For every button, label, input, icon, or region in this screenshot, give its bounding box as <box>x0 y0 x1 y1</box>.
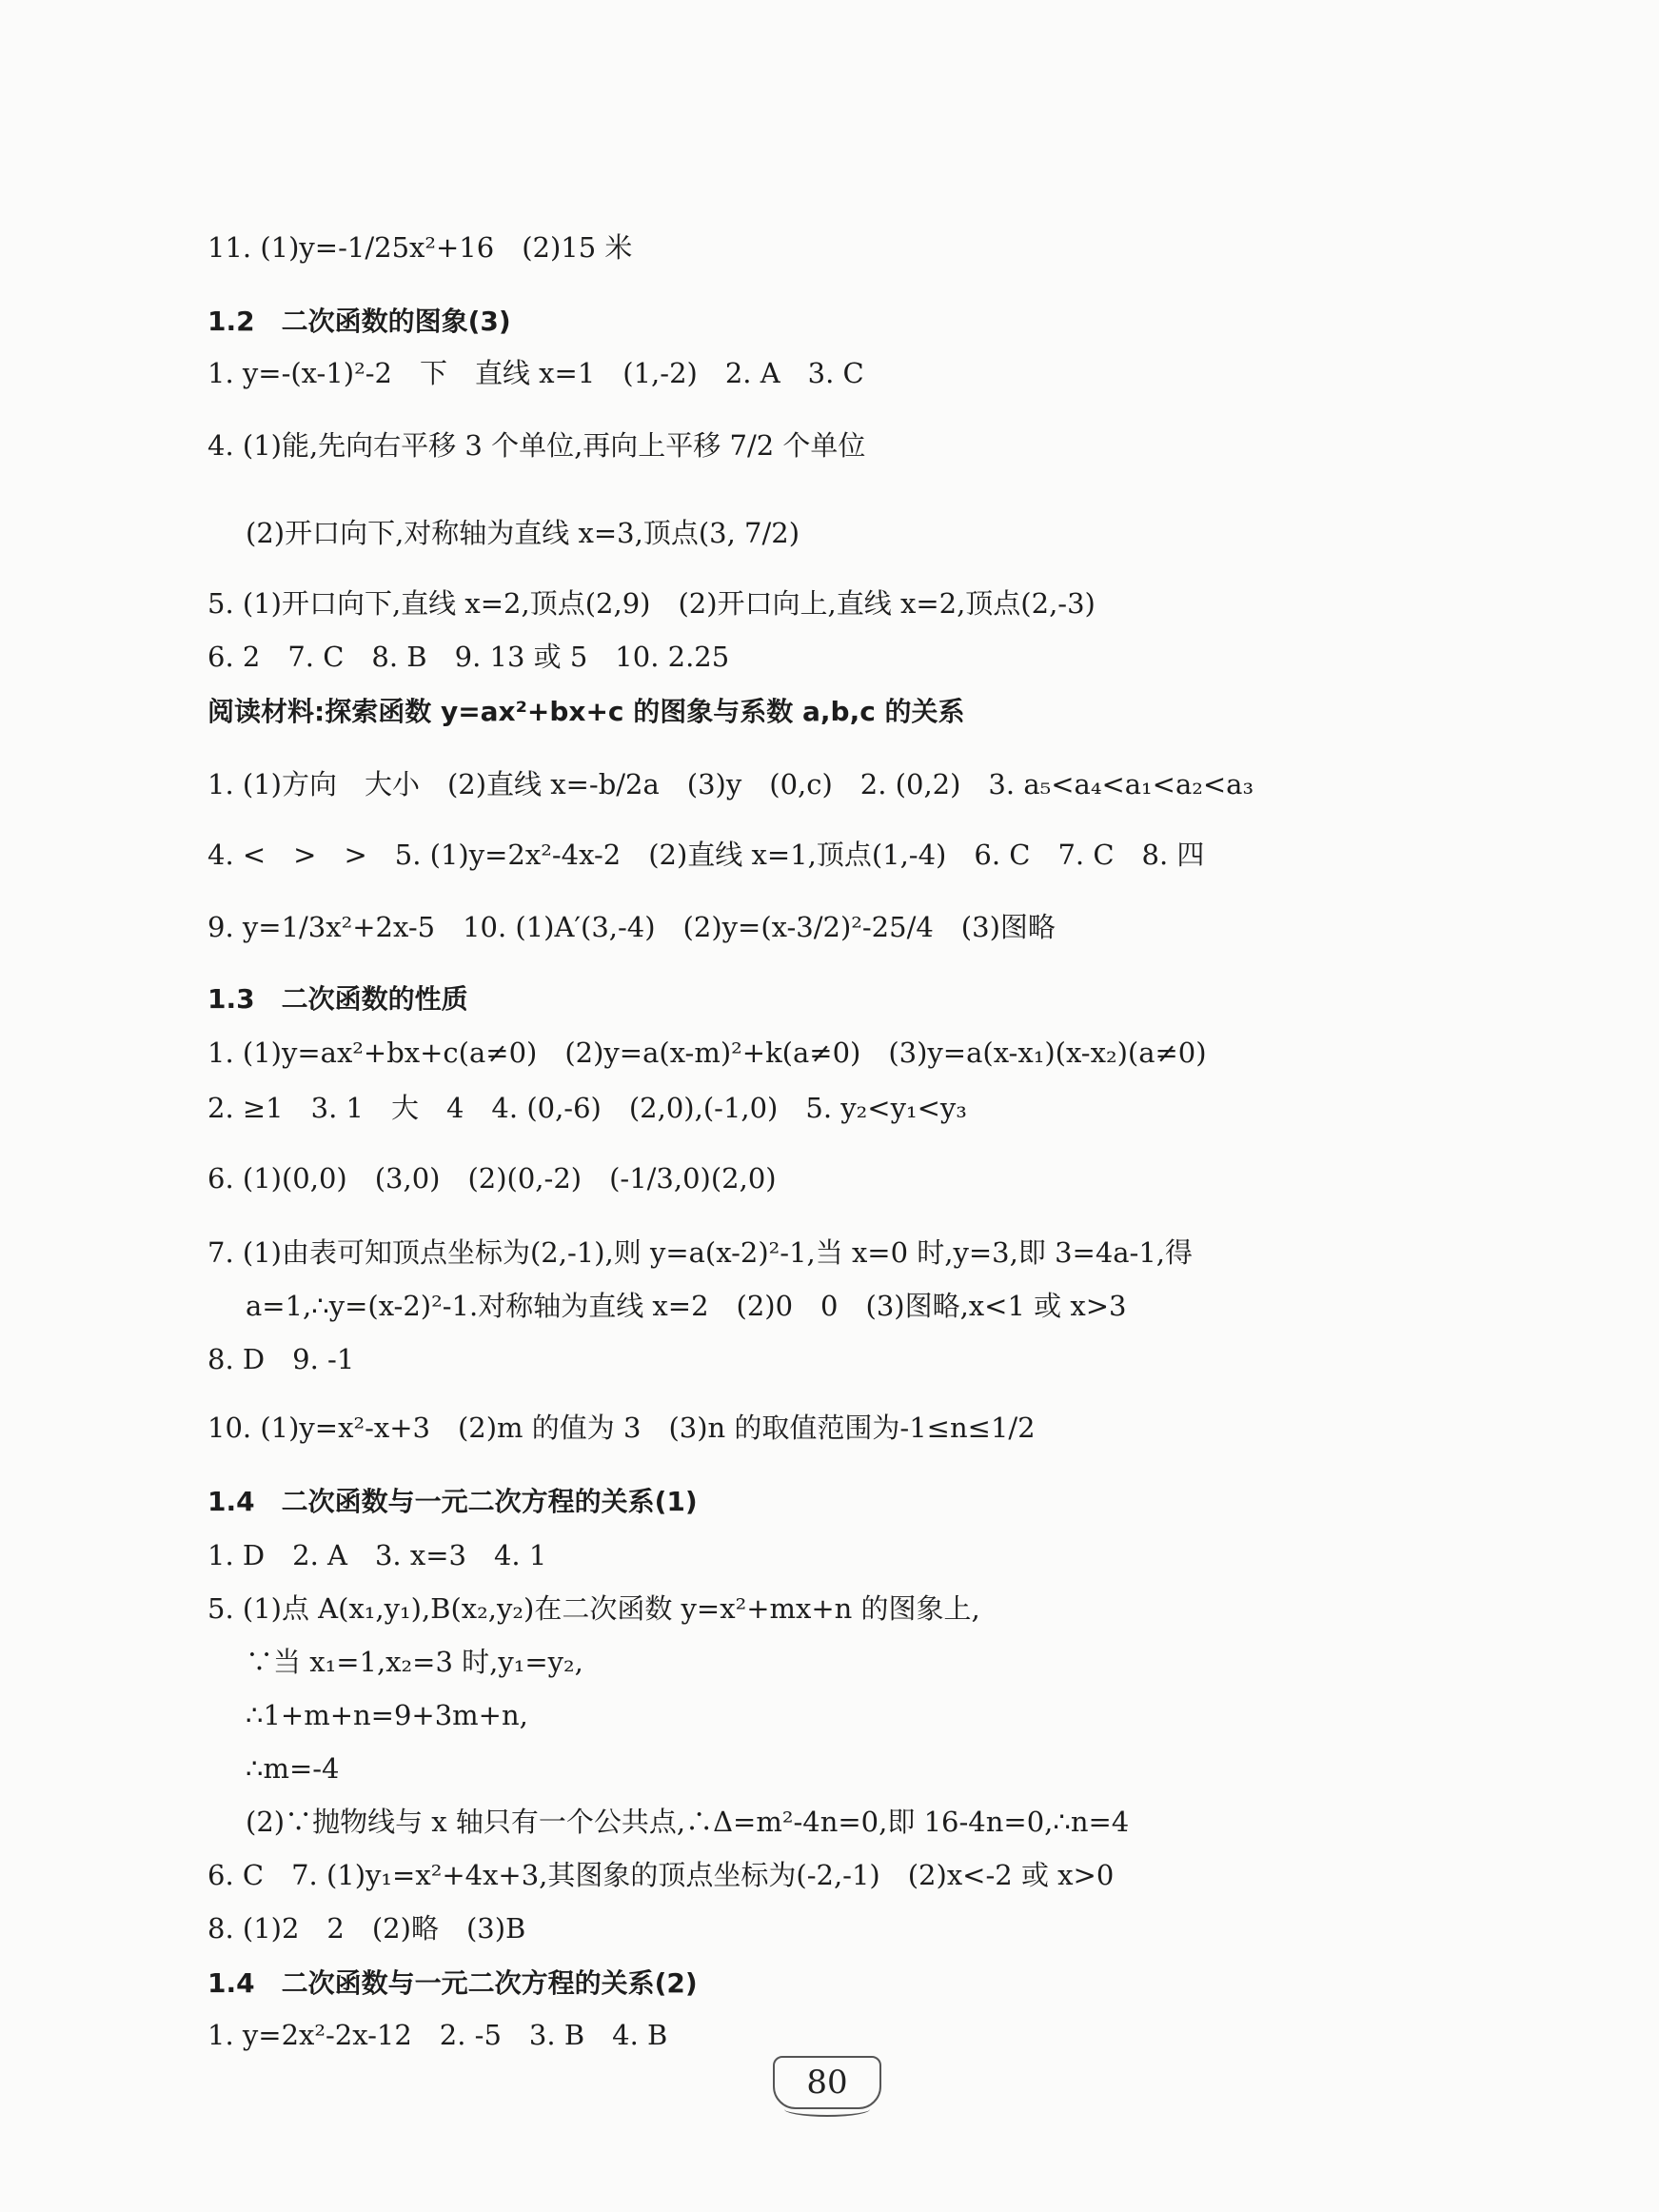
section-heading: 1.4 二次函数与一元二次方程的关系(2) <box>207 1967 698 1999</box>
answer-line: 11. (1)y=-1/25x²+16 (2)15 米 <box>207 231 633 264</box>
answer-line: (2)开口向下,对称轴为直线 x=3,顶点(3, 7/2) <box>246 517 800 549</box>
section-heading: 1.3 二次函数的性质 <box>207 983 468 1015</box>
answer-line: a=1,∴y=(x-2)²-1.对称轴为直线 x=2 (2)0 0 (3)图略,x<1 或 x>3 <box>246 1290 1127 1322</box>
answer-line: 1. (1)y=ax²+bx+c(a≠0) (2)y=a(x-m)²+k(a≠0) (3)y=a(x-x₁)(x-x₂)(a≠0) <box>207 1037 1207 1069</box>
answer-line: (2)∵抛物线与 x 轴只有一个公共点,∴Δ=m²-4n=0,即 16-4n=0,∴n=4 <box>246 1806 1130 1838</box>
section-heading: 1.4 二次函数与一元二次方程的关系(1) <box>207 1486 698 1517</box>
answer-line: 5. (1)点 A(x₁,y₁),B(x₂,y₂)在二次函数 y=x²+mx+n 的图象上, <box>207 1592 980 1625</box>
section-heading: 1.2 二次函数的图象(3) <box>207 306 511 337</box>
answer-line: ∵当 x₁=1,x₂=3 时,y₁=y₂, <box>246 1646 583 1678</box>
answer-line: 7. (1)由表可知顶点坐标为(2,-1),则 y=a(x-2)²-1,当 x=0 时,y=3,即 3=4a-1,得 <box>207 1236 1194 1269</box>
answer-line: 1. y=2x²-2x-12 2. -5 3. B 4. B <box>207 2019 668 2051</box>
answer-line: 9. y=1/3x²+2x-5 10. (1)A′(3,-4) (2)y=(x-3/2)²-25/4 (3)图略 <box>207 911 1056 943</box>
page-number-text: 80 <box>806 2064 848 2102</box>
answer-line: 2. ≥1 3. 1 大 4 4. (0,-6) (2,0),(-1,0) 5. y₂<y₁<y₃ <box>207 1092 967 1124</box>
answer-line: 6. C 7. (1)y₁=x²+4x+3,其图象的顶点坐标为(-2,-1) (2)x<-2 或 x>0 <box>207 1859 1115 1891</box>
answer-line: 6. 2 7. C 8. B 9. 13 或 5 10. 2.25 <box>207 641 730 673</box>
answer-line: 6. (1)(0,0) (3,0) (2)(0,-2) (-1/3,0)(2,0) <box>207 1162 777 1195</box>
answer-line: 5. (1)开口向下,直线 x=2,顶点(2,9) (2)开口向上,直线 x=2,顶点(2,-3) <box>207 587 1096 620</box>
answer-line: 1. (1)方向 大小 (2)直线 x=-b/2a (3)y (0,c) 2. (0,2) 3. a₅<a₄<a₁<a₂<a₃ <box>207 768 1254 800</box>
answer-line: 8. (1)2 2 (2)略 (3)B <box>207 1912 526 1945</box>
answer-line: 10. (1)y=x²-x+3 (2)m 的值为 3 (3)n 的取值范围为-1≤n≤1/2 <box>207 1412 1036 1444</box>
answer-line: 4. (1)能,先向右平移 3 个单位,再向上平移 7/2 个单位 <box>207 429 866 462</box>
answer-line: 8. D 9. -1 <box>207 1343 355 1375</box>
answer-line: ∴1+m+n=9+3m+n, <box>246 1699 528 1731</box>
page-number <box>773 2056 881 2109</box>
answer-line: ∴m=-4 <box>246 1752 340 1785</box>
section-heading: 阅读材料:探索函数 y=ax²+bx+c 的图象与系数 a,b,c 的关系 <box>207 696 965 727</box>
answer-line: 1. D 2. A 3. x=3 4. 1 <box>207 1539 547 1571</box>
answer-line: 4. < > > 5. (1)y=2x²-4x-2 (2)直线 x=1,顶点(1,-4) 6. C 7. C 8. 四 <box>207 839 1205 871</box>
answer-line: 1. y=-(x-1)²-2 下 直线 x=1 (1,-2) 2. A 3. C <box>207 357 864 389</box>
